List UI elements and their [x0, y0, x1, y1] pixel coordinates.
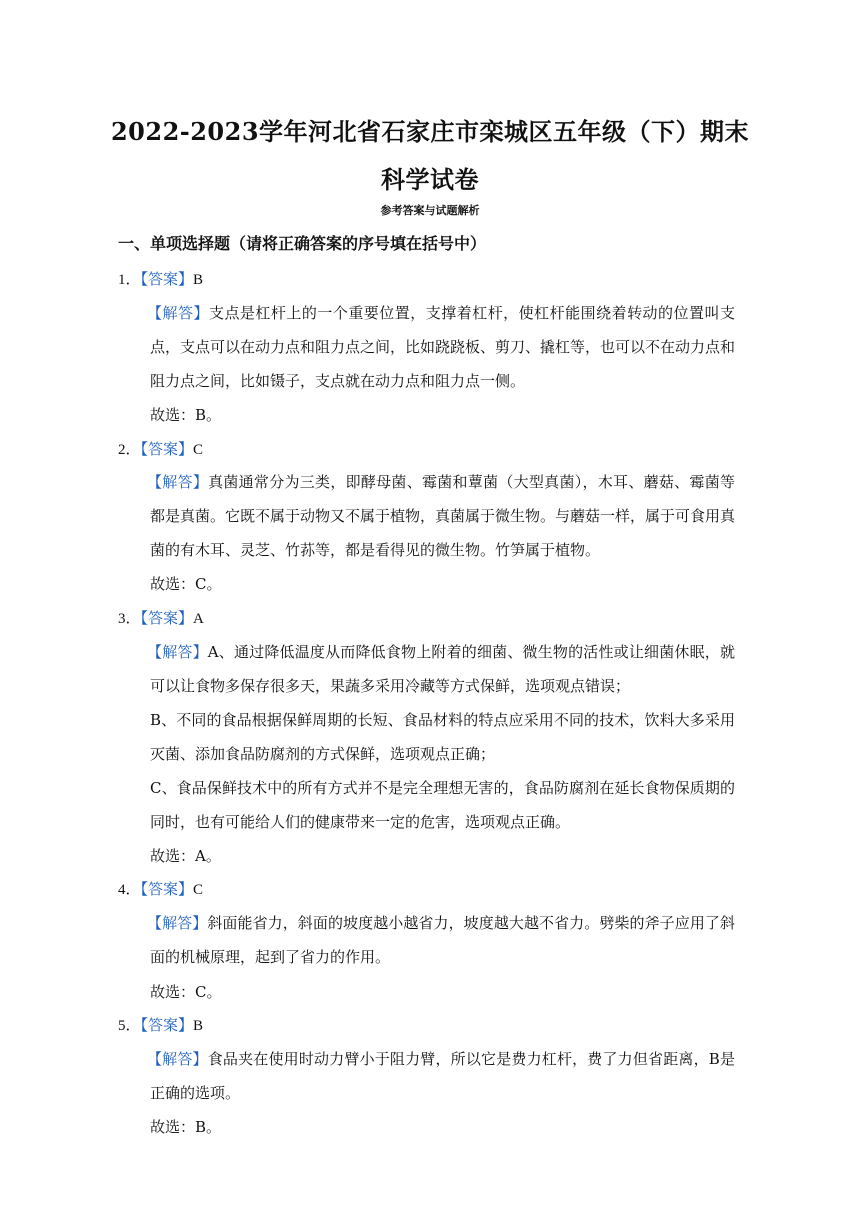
question-1-analysis — [147, 296, 736, 398]
analysis-text: 斜面能省力，斜面的坡度越小越省力，坡度越大越不省力。劈柴的斧子应用了斜面的机械原理，起到了省力的作用。 — [150, 914, 735, 966]
analysis-text-c: C、食品保鲜技术中的所有方式并不是完全理想无害的，食品防腐剂在延长食物保质期的同时，也有可能给人们的健康带来一定的危害，选项观点正确。 — [150, 779, 735, 831]
answer-tag: 【答案】 — [140, 1016, 194, 1034]
answer-tag: 【答案】 — [140, 440, 194, 458]
question-5-choice: 故选：B。 — [150, 1118, 222, 1136]
analysis-text-a: A、通过降低温度从而降低食物上附着的细菌、微生物的活性或让细菌休眠，就可以让食物多保存很多天，果蔬多采用冷藏等方式保鲜，选项观点错误； — [150, 643, 735, 695]
question-5-analysis — [147, 1042, 735, 1110]
analysis-tag: 【解答】 — [147, 1050, 208, 1068]
question-number: 2． — [118, 442, 141, 458]
question-2-choice: 故选：C。 — [150, 575, 222, 593]
answer-tag: 【答案】 — [140, 270, 194, 288]
analysis-tag: 【解答】 — [147, 643, 208, 661]
answer-tag: 【答案】 — [140, 609, 194, 627]
analysis-tag: 【解答】 — [147, 473, 209, 491]
answer-value: C — [193, 442, 204, 458]
question-number: 5． — [118, 1018, 141, 1034]
analysis-text: 真菌通常分为三类，即酵母菌、霉菌和蕈菌（大型真菌），木耳、蘑菇、霉菌等都是真菌。它既不属于动物又不属于植物，真菌属于微生物。与蘑菇一样，属于可食用真菌的有木耳、灵芝、竹荪等，都是看得见的微生物。竹笋属于植物。 — [150, 473, 736, 559]
analysis-tag: 【解答】 — [147, 304, 209, 322]
answer-tag: 【答案】 — [140, 880, 194, 898]
question-1-choice: 故选：B。 — [150, 406, 222, 424]
question-number: 3． — [118, 611, 141, 627]
document-title: 2022-2023学年河北省石家庄市栾城区五年级（下）期末科学试卷 — [110, 117, 750, 194]
question-1-answer-line — [118, 268, 203, 291]
answer-value: B — [193, 272, 204, 288]
question-3-choice: 故选：A。 — [150, 847, 221, 865]
analysis-text-b: B、不同的食品根据保鲜周期的长短、食品材料的特点应采用不同的技术，饮料大多采用灭菌、添加食品防腐剂的方式保鲜，选项观点正确； — [150, 711, 735, 763]
analysis-text: 食品夹在使用时动力臂小于阻力臂，所以它是费力杠杆，费了力但省距离，B是正确的选项。 — [150, 1050, 735, 1102]
answer-value: C — [193, 882, 204, 898]
question-4-choice: 故选：C。 — [150, 983, 222, 1001]
answer-value: A — [193, 611, 204, 627]
section-heading: 一、单项选择题（请将正确答案的序号填在括号中） — [118, 234, 487, 253]
question-2-analysis — [147, 465, 736, 567]
question-3-answer-line — [118, 607, 204, 630]
question-3-analysis — [147, 635, 735, 839]
question-number: 4． — [118, 882, 141, 898]
analysis-tag: 【解答】 — [147, 914, 208, 932]
question-number: 1． — [118, 272, 141, 288]
question-4-analysis — [147, 906, 735, 974]
question-5-answer-line — [118, 1014, 203, 1037]
question-2-answer-line — [118, 438, 203, 461]
document-subtitle: 参考答案与试题解析 — [380, 204, 480, 217]
analysis-text: 支点是杠杆上的一个重要位置，支撑着杠杆，使杠杆能围绕着转动的位置叫支点，支点可以在动力点和阻力点之间，比如跷跷板、剪刀、撬杠等，也可以不在动力点和阻力点之间，比如镊子，支点就在动力点和阻力点一侧。 — [150, 304, 736, 390]
question-4-answer-line — [118, 878, 203, 901]
answer-value: B — [193, 1018, 204, 1034]
